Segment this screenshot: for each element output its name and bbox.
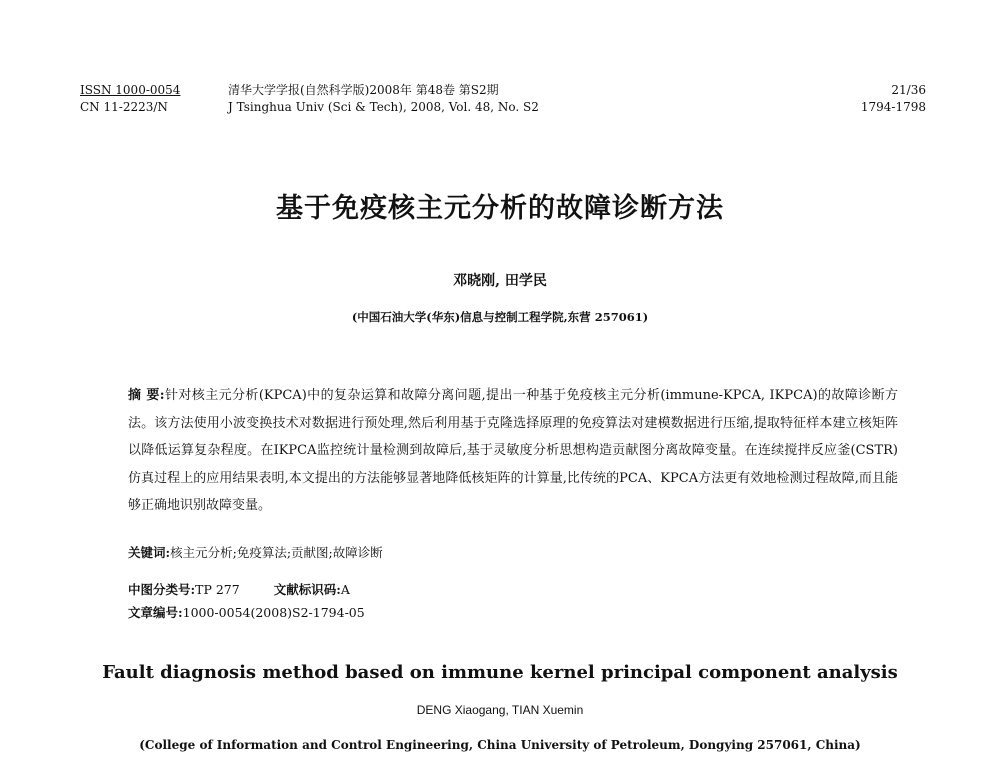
affiliation-zh: (中国石油大学(华东)信息与控制工程学院,东营 257061) xyxy=(351,310,649,324)
abstract-zh xyxy=(128,382,898,520)
paper-title-en: Fault diagnosis method based on immune kernel principal component analysis xyxy=(102,662,898,683)
clc-value: TP 277 xyxy=(195,582,240,597)
keywords xyxy=(128,543,898,563)
clc-label: 中图分类号: xyxy=(128,582,196,597)
journal-citation xyxy=(228,82,788,116)
classification-line xyxy=(128,580,898,600)
paper-title-zh: 基于免疫核主元分析的故障诊断方法 xyxy=(276,193,724,224)
doc-code-label: 文献标识码: xyxy=(273,582,341,597)
keywords-text: 核主元分析;免疫算法;贡献图;故障诊断 xyxy=(170,545,383,560)
abstract-text: 针对核主元分析(KPCA)中的复杂运算和故障分离问题,提出一种基于免疫核主元分析(immune-KPCA, IKPCA)的故障诊断方法。该方法使用小波变换技术对数据进行预处理,然后利用基于克隆选择原理的免疫算法对建模数据进行压缩,提取特征样本建立核矩阵以降低运算复杂程度。在IKPCA监控统计量检测到故障后,基于灵敏度分析思想构造贡献图分离故障变量。在连续搅拌反应釜(CSTR)仿真过程上的应用结果表明,本文提出的方法能够显著地降低核矩阵的计算量,比传统的PCA、KPCA方法更有效地检测过程故障,而且能够正确地识别故障变量。 xyxy=(128,388,898,513)
abstract-label: 摘 要: xyxy=(128,388,165,403)
keywords-label: 关键词: xyxy=(128,545,171,560)
journal-header xyxy=(80,82,926,122)
article-number-label: 文章编号: xyxy=(128,605,183,620)
article-number-line xyxy=(128,603,898,623)
article-number-value: 1000-0054(2008)S2-1794-05 xyxy=(182,605,365,620)
issue-index: 21/36 xyxy=(891,83,926,97)
cn-number: CN 11-2223/N xyxy=(80,100,168,114)
page-range: 1794-1798 xyxy=(860,100,926,114)
authors-zh: 邓晓刚, 田学民 xyxy=(453,273,547,289)
authors-en: DENG Xiaogang, TIAN Xuemin xyxy=(416,703,584,717)
doc-code-value: A xyxy=(340,582,350,597)
page-info xyxy=(806,82,926,116)
issn-block xyxy=(80,82,220,116)
journal-name-zh: 清华大学学报(自然科学版)2008年 第48卷 第S2期 xyxy=(228,83,499,97)
issn: ISSN 1000-0054 xyxy=(80,83,181,97)
affiliation-en: (College of Information and Control Engineering, China University of Petroleum, Dongying 257061, China) xyxy=(139,738,861,752)
journal-name-en: J Tsinghua Univ (Sci & Tech), 2008, Vol. 48, No. S2 xyxy=(228,100,539,114)
